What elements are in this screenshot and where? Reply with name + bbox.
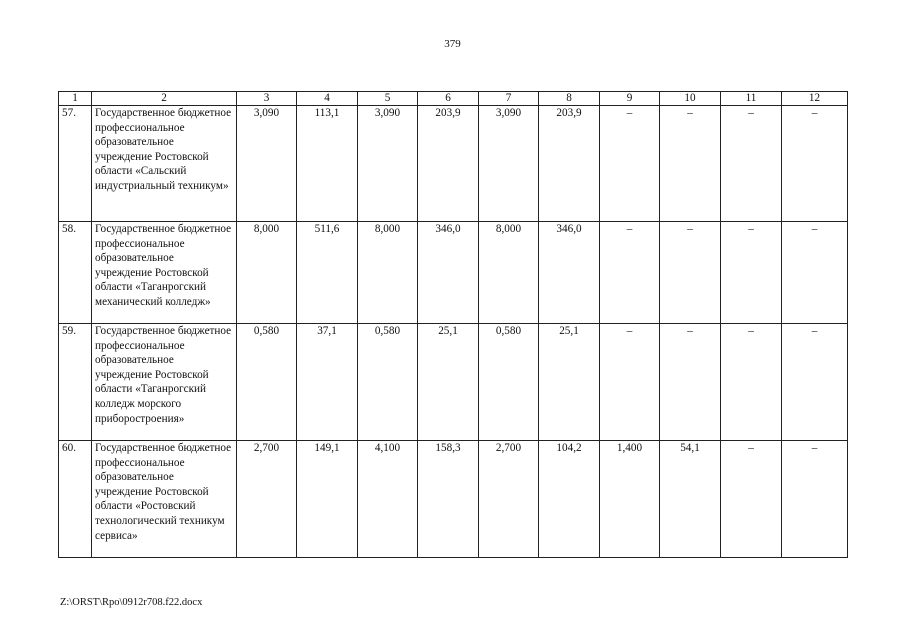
page-number: 379 — [444, 38, 461, 50]
table-row — [59, 441, 848, 558]
table-cell: – — [721, 106, 782, 222]
table-cell: 149,1 — [297, 441, 358, 558]
table-cell: – — [782, 106, 848, 222]
table-cell: – — [600, 106, 660, 222]
column-header: 1 — [59, 92, 92, 106]
table-cell: 3,090 — [479, 106, 539, 222]
table-cell: – — [721, 324, 782, 441]
institution-name: Государственное бюджетное профессиональное образовательное учреждение Ростовской области «Ростовский технологический техникум сервиса» — [92, 441, 237, 558]
table-cell: 346,0 — [418, 222, 479, 324]
data-table — [58, 91, 848, 558]
institution-name: Государственное бюджетное профессиональное образовательное учреждение Ростовской области «Таганрогский колледж морского приборостроения» — [92, 324, 237, 441]
column-header: 10 — [660, 92, 721, 106]
table-cell: – — [660, 106, 721, 222]
table-row — [59, 106, 848, 222]
table-cell: – — [600, 324, 660, 441]
table-cell: – — [660, 324, 721, 441]
table-cell: 37,1 — [297, 324, 358, 441]
table-cell: 1,400 — [600, 441, 660, 558]
row-number: 59. — [59, 324, 92, 441]
table-cell: 0,580 — [237, 324, 297, 441]
column-header: 8 — [539, 92, 600, 106]
table-cell: 25,1 — [418, 324, 479, 441]
table-cell: 3,090 — [237, 106, 297, 222]
table-cell: 2,700 — [479, 441, 539, 558]
table-cell: 346,0 — [539, 222, 600, 324]
row-number: 57. — [59, 106, 92, 222]
table-cell: 158,3 — [418, 441, 479, 558]
column-header: 3 — [237, 92, 297, 106]
table-cell: 8,000 — [237, 222, 297, 324]
table-cell: – — [721, 441, 782, 558]
table-cell: 3,090 — [358, 106, 418, 222]
column-header: 5 — [358, 92, 418, 106]
table-cell: – — [782, 222, 848, 324]
table-cell: 4,100 — [358, 441, 418, 558]
table-cell: 511,6 — [297, 222, 358, 324]
table-cell: 54,1 — [660, 441, 721, 558]
institution-name: Государственное бюджетное профессиональное образовательное учреждение Ростовской области «Таганрогский механический колледж» — [92, 222, 237, 324]
header-row — [59, 92, 848, 106]
institution-name: Государственное бюджетное профессиональное образовательное учреждение Ростовской области «Сальский индустриальный техникум» — [92, 106, 237, 222]
table-cell: 0,580 — [479, 324, 539, 441]
column-header: 12 — [782, 92, 848, 106]
column-header: 2 — [92, 92, 237, 106]
table-row — [59, 222, 848, 324]
column-header: 11 — [721, 92, 782, 106]
table-cell: 2,700 — [237, 441, 297, 558]
table-cell: 203,9 — [418, 106, 479, 222]
column-header: 7 — [479, 92, 539, 106]
table-cell: – — [721, 222, 782, 324]
table-cell: 104,2 — [539, 441, 600, 558]
table-cell: 8,000 — [358, 222, 418, 324]
table-cell: – — [660, 222, 721, 324]
table-cell: 0,580 — [358, 324, 418, 441]
column-header: 4 — [297, 92, 358, 106]
table-cell: – — [600, 222, 660, 324]
table-cell: 203,9 — [539, 106, 600, 222]
column-header: 9 — [600, 92, 660, 106]
table-cell: – — [782, 324, 848, 441]
row-number: 58. — [59, 222, 92, 324]
table-cell: – — [782, 441, 848, 558]
table-cell: 113,1 — [297, 106, 358, 222]
table-cell: 8,000 — [479, 222, 539, 324]
table-row — [59, 324, 848, 441]
file-path-footer: Z:\ORST\Rpo\0912r708.f22.docx — [60, 597, 203, 608]
row-number: 60. — [59, 441, 92, 558]
table-cell: 25,1 — [539, 324, 600, 441]
column-header: 6 — [418, 92, 479, 106]
